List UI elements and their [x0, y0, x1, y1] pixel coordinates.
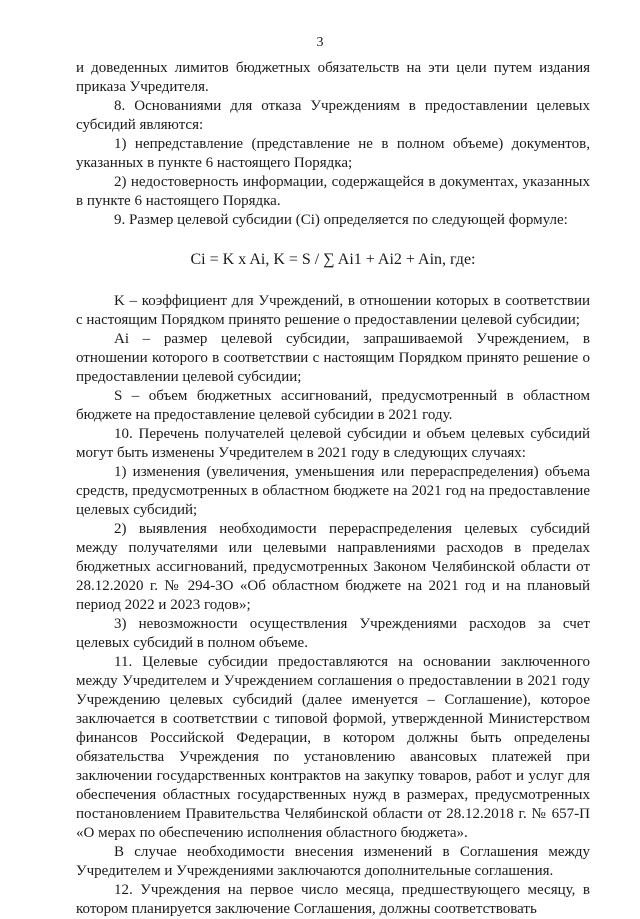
paragraph-clause-12: 12. Учреждения на первое число месяца, предшествующего месяцу, в котором планируется заключение Соглашения, должны соответствовать	[76, 882, 590, 917]
paragraph-clause-10-item-2: 2) выявления необходимости перераспределения целевых субсидий между получателями или целевыми направлениями расходов в пределах бюджетных ассигнований, предусмотренных Законом Челябинской области от 28.12.2020 г. № 294-ЗО «Об областном бюджете на 2021 год и на плановый период 2022 и 2023 годов»;	[76, 521, 590, 613]
paragraph-clause-10-item-3: 3) невозможности осуществления Учреждениями расходов за счет целевых субсидий в полном объеме.	[76, 616, 590, 651]
paragraph-clause-8-item-2: 2) недостоверность информации, содержащейся в документах, указанных в пункте 6 настоящего Порядка.	[76, 174, 590, 209]
paragraph-definition-ai: Ai – размер целевой субсидии, запрашиваемой Учреждением, в отношении которого в соответствии с настоящим Порядком принято решение о предоставлении целевой субсидии;	[76, 331, 590, 385]
paragraph-clause-9: 9. Размер целевой субсидии (Ci) определяется по следующей формуле:	[114, 212, 568, 228]
paragraph-clause-10-item-1: 1) изменения (увеличения, уменьшения или перераспределения) объема средств, предусмотренных в областном бюджете на 2021 год на предоставление целевых субсидий;	[76, 464, 590, 518]
document-body	[76, 59, 590, 919]
paragraph-clause-10: 10. Перечень получателей целевой субсидии и объем целевых субсидий могут быть изменены Учредителем в 2021 году в следующих случаях:	[76, 426, 590, 461]
paragraph-clause-8-item-1: 1) непредставление (представление не в полном объеме) документов, указанных в пункте 6 настоящего Порядка;	[76, 136, 590, 171]
paragraph-continuation: и доведенных лимитов бюджетных обязательств на эти цели путем издания приказа Учредителя.	[76, 60, 590, 95]
paragraph-additional-agreements: В случае необходимости внесения изменений в Соглашения между Учредителем и Учреждениями заключаются дополнительные соглашения.	[76, 844, 590, 879]
paragraph-definition-k: K – коэффициент для Учреждений, в отношении которых в соответствии с настоящим Порядком принято решение о предоставлении целевой субсидии;	[76, 293, 590, 328]
paragraph-clause-11: 11. Целевые субсидии предоставляются на основании заключенного между Учредителем и Учреждением соглашения о предоставлении в 2021 году Учреждению целевых субсидий (далее именуется – Соглашение), которое заключается в соответствии с типовой формой, утвержденной Министерством финансов Российской Федерации, в котором должны быть определены обязательства Учреждения по установлению авансовых платежей при заключении государственных контрактов на закупку товаров, работ и услуг для обеспечения областных государственных нужд в размерах, предусмотренных постановлением Правительства Челябинской области от 28.12.2018 г. № 657-П «О мерах по обеспечению исполнения областного бюджета».	[76, 654, 590, 841]
subsidy-formula: Ci = K x Ai, K = S / ∑ Ai1 + Ai2 + Ain, где:	[190, 251, 476, 268]
paragraph-clause-8: 8. Основаниями для отказа Учреждениям в предоставлении целевых субсидий являются:	[76, 98, 590, 133]
page-number: 3	[316, 35, 324, 50]
paragraph-definition-s: S – объем бюджетных ассигнований, предусмотренный в областном бюджете на предоставление целевой субсидии в 2021 году.	[76, 388, 590, 423]
